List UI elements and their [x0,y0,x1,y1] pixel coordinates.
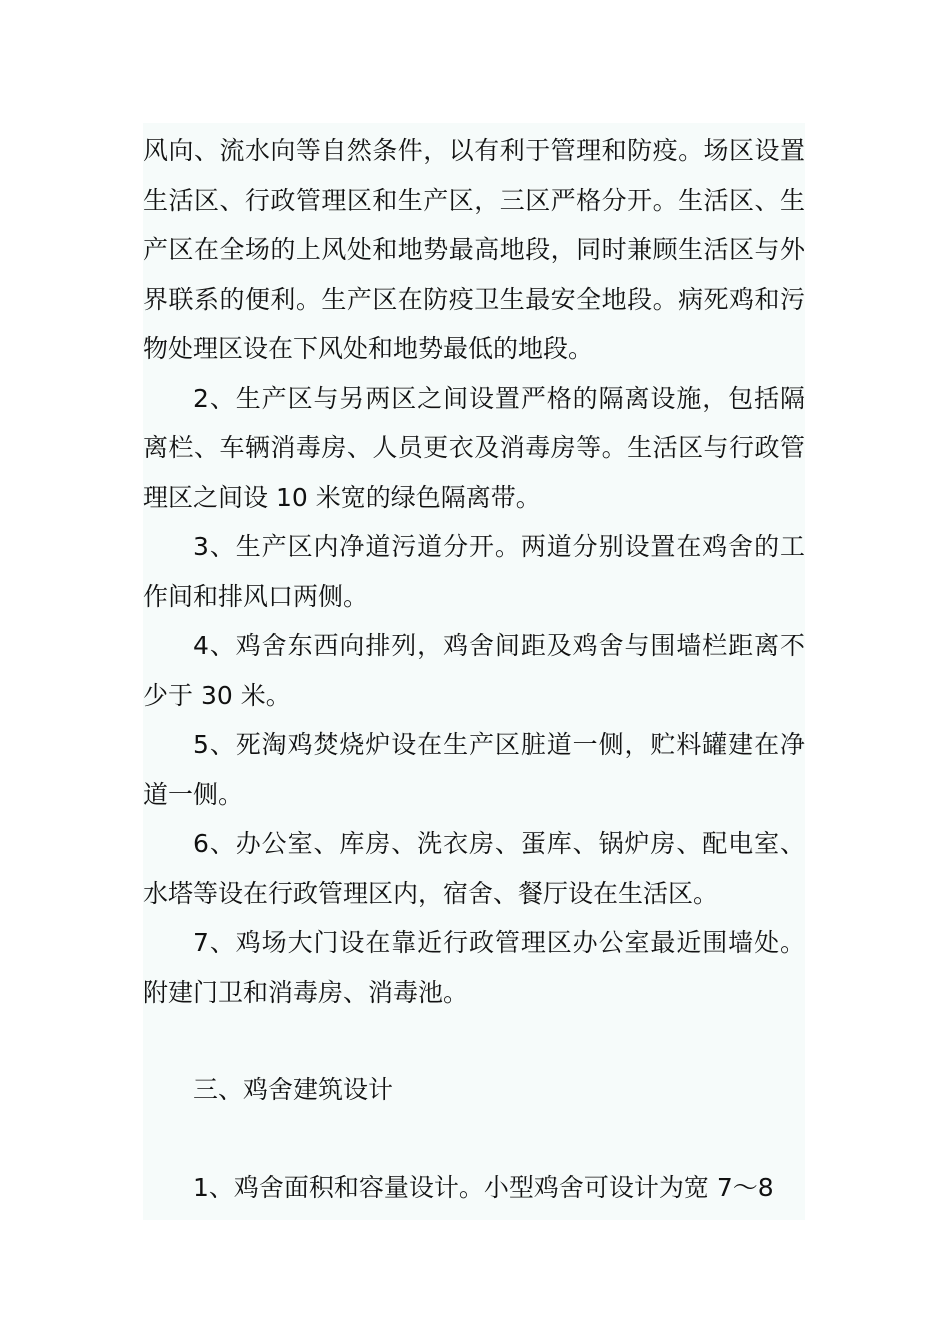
paragraph-item-7: 7、鸡场大门设在靠近行政管理区办公室最近围墙处。附建门卫和消毒房、消毒池。 [143,928,805,1007]
paragraph-item-4: 4、鸡舍东西向排列，鸡舍间距及鸡舍与围墙栏距离不少于 30 米。 [143,631,805,710]
paragraph-item-6: 6、办公室、库房、洗衣房、蛋库、锅炉房、配电室、水塔等设在行政管理区内，宿舍、餐厅设在生活区。 [143,829,805,908]
paragraph-item-5: 5、死淘鸡焚烧炉设在生产区脏道一侧，贮料罐建在净道一侧。 [143,730,805,809]
section-title: 三、鸡舍建筑设计 [193,1075,394,1104]
paragraph-site-layout: 风向、流水向等自然条件，以有利于管理和防疫。场区设置生活区、行政管理区和生产区，三区严格分开。生活区、生产区在全场的上风处和地势最高地段，同时兼顾生活区与外界联系的便利。生产区在防疫卫生最安全地段。病死鸡和污物处理区设在下风处和地势最低的地段。 [143,136,805,363]
document-text-block [143,123,805,1220]
paragraph-item-3: 3、生产区内净道污道分开。两道分别设置在鸡舍的工作间和排风口两侧。 [143,532,805,611]
paragraph-building-item-1: 1、鸡舍面积和容量设计。小型鸡舍可设计为宽 7～8 [193,1172,774,1202]
paragraph-item-2: 2、生产区与另两区之间设置严格的隔离设施，包括隔离栏、车辆消毒房、人员更衣及消毒房等。生活区与行政管理区之间设 10 米宽的绿色隔离带。 [143,383,805,512]
